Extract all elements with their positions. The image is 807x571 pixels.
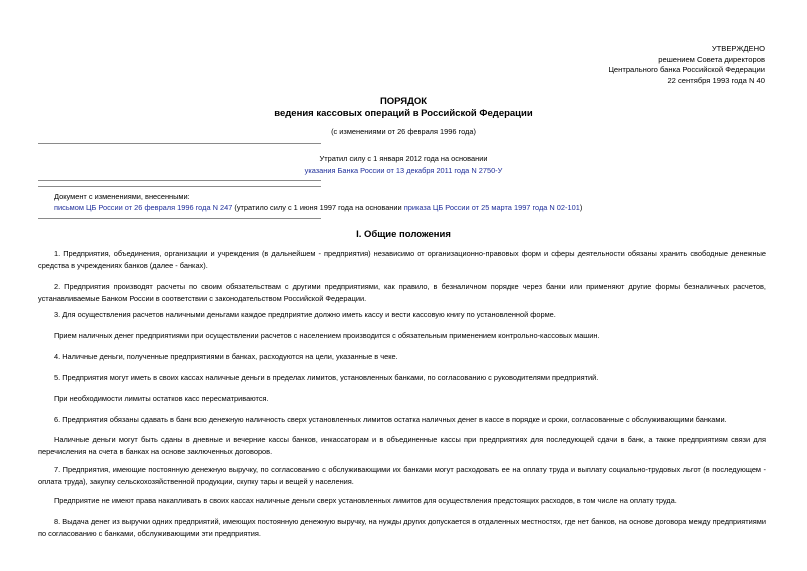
paragraph: При необходимости лимиты остатков касс пересматриваются. (54, 394, 269, 403)
paragraph: 2. Предприятия производят расчеты по своим обязательствам с другими предприятиями, как правило, в безналичном порядке через банки или применяют другие формы безналичных расчетов, устанавливаемые Банком России в соответствии с законодательством Российской Федерации. (38, 282, 766, 303)
divider-line (38, 186, 321, 187)
amendment-text-mid: (утратило силу с 1 июня 1997 года на основании (232, 203, 404, 212)
lost-force-link[interactable]: указания Банка России от 13 декабря 2011 года N 2750-У (304, 166, 503, 175)
amendments-label: Документ с изменениями, внесенными: (54, 192, 190, 201)
paragraph: Предприятие не имеют права накапливать в своих кассах наличные деньги сверх установленных лимитов для осуществления предстоящих расходов, в том числе на оплату труда. (54, 496, 677, 505)
approval-line-1: УТВЕРЖДЕНО (711, 44, 765, 53)
lost-force-text: Утратил силу с 1 января 2012 года на основании (319, 154, 488, 163)
amendment-link-letter[interactable]: письмом ЦБ России от 26 февраля 1996 года N 247 (54, 203, 233, 212)
divider-line (38, 180, 321, 181)
amendments-line (54, 203, 582, 212)
document-subtitle: ведения кассовых операций в Российской Федерации (274, 108, 533, 119)
paragraph: 7. Предприятия, имеющие постоянную денежную выручку, по согласованию с обслуживающими их банками могут расходовать ее на оплату труда и выплату социально-трудовых льгот (в последующем - оплата труда), закупку сельскохозяйственной продукции, скупку тары и вещей у населения. (38, 465, 766, 486)
paragraph: 4. Наличные деньги, полученные предприятиями в банках, расходуются на цели, указанные в чеке. (54, 352, 398, 361)
amendment-link-order[interactable]: приказа ЦБ России от 25 марта 1997 года N 02-101 (403, 203, 580, 212)
paragraph: 3. Для осуществления расчетов наличными деньгами каждое предприятие должно иметь кассу и вести кассовую книгу по установленной форме. (54, 310, 556, 319)
lost-force-line (0, 166, 807, 175)
divider-line (38, 218, 321, 219)
approval-line-2: решением Совета директоров (658, 54, 765, 64)
amendment-text-end: ) (579, 203, 583, 212)
paragraph: 5. Предприятия могут иметь в своих кассах наличные деньги в пределах лимитов, установленных банками, по согласованию с руководителями предприятий. (54, 373, 599, 382)
approval-line-4: 22 сентября 1993 года N 40 (667, 75, 765, 85)
paragraph: 1. Предприятия, объединения, организации и учреждения (в дальнейшем - предприятия) независимо от организационно-правовых форм и сферы деятельности обязаны хранить свободные денежные средства в учреждениях банков (далее - банках). (38, 249, 766, 270)
approval-block (608, 44, 765, 86)
divider-line (38, 143, 321, 144)
paragraph: 8. Выдача денег из выручки одних предприятий, имеющих постоянную денежную выручку, на нужды других допускается в отдаленных местностях, где нет банков, на основе договора между предприятиями по согласованию с банками, обслуживающими эти предприятия. (38, 517, 766, 538)
paragraph: Прием наличных денег предприятиями при осуществлении расчетов с населением производится с обязательным применением контрольно-кассовых машин. (54, 331, 600, 340)
paragraph: 6. Предприятия обязаны сдавать в банк всю денежную наличность сверх установленных лимитов остатка наличных денег в кассе в порядке и сроки, согласованные с обслуживающими банками. (54, 415, 727, 424)
paragraph: Наличные деньги могут быть сданы в дневные и вечерние кассы банков, инкассаторам и в объединенные кассы при предприятиях для последующей сдачи в банк, а также предприятиям связи для перечисления на счета в банках на основе заключенных договоров. (38, 435, 766, 456)
changes-note: (с изменениями от 26 февраля 1996 года) (331, 127, 476, 136)
approval-line-3: Центрального банка Российской Федерации (608, 65, 765, 75)
section-title: I. Общие положения (356, 229, 451, 240)
document-title: ПОРЯДОК (379, 96, 428, 107)
